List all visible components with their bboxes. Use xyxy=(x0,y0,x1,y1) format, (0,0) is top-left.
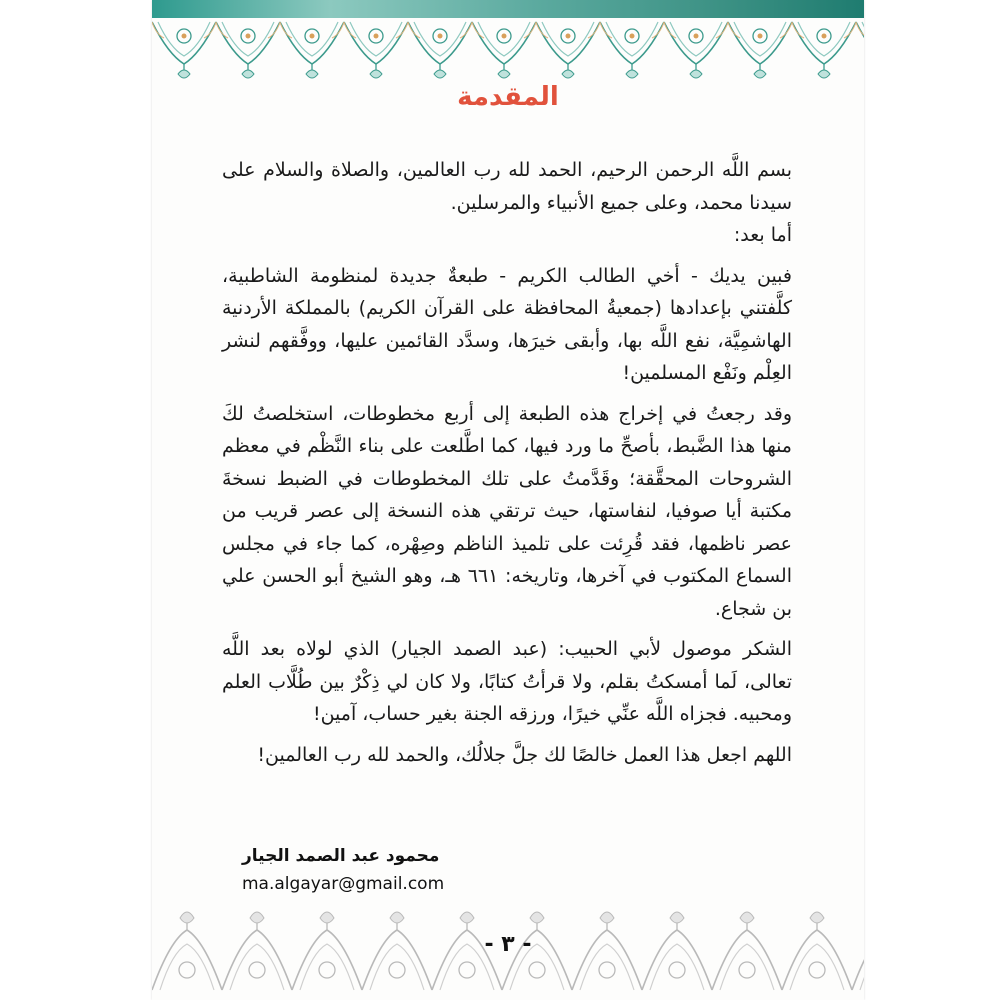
paragraph-amma-baad: أما بعد: xyxy=(733,224,792,246)
paragraph-manuscripts: وقد رجعتُ في إخراج هذه الطبعة إلى أربع مخطوطات، استخلصتُ لكَ منها هذا الضَّبط، بأصحِّ ما ورد فيها، كما اطَّلعت على بناء النَّظْم في معظم الشروحات المحقَّقة؛ وقَدَّمتُ على تلك المخطوطات في الضبط نسخةَ مكتبة أيا صوفيا، لنفاستها، حيث ترتقي هذه النسخة إلى عصر قريب من عصر ناظمها، فقد قُرِئت على تلميذ الناظم وصِهْره، كما جاء في مجلس السماع المكتوب في آخرها، وتاريخه: ٦٦١ هـ، وهو الشيخ أبو الحسن علي بن شجاع. xyxy=(222,402,793,620)
author-email: ma.algayar@gmail.com xyxy=(242,874,445,894)
paragraph-closing-prayer: اللهم اجعل هذا العمل خالصًا لك جلَّ جلالُك، والحمد لله رب العالمين! xyxy=(257,743,792,766)
paragraph-opening: بسم اللَّه الرحمن الرحيم، الحمد لله رب العالمين، والصلاة والسلام على سيدنا محمد، وعلى جميع الأنبياء والمرسلين. xyxy=(222,159,792,214)
top-arabesque-border xyxy=(152,14,864,84)
author-name: محمود عبد الصمد الجيار xyxy=(242,846,440,866)
book-page xyxy=(152,0,864,1000)
introduction-body xyxy=(222,154,792,771)
paragraph-thanks: الشكر موصول لأبي الحبيب: (عبد الصمد الجيار) الذي لولاه بعد اللَّه تعالى، لَما أمسكتُ بقلم، ولا قرأتُ كتابًا، ولا كان لي ذِكْرٌ بين طُلَّاب العلم ومحبيه. فجزاه اللَّه عنِّي خيرًا، ورزقه الجنة بغير حساب، آمين! xyxy=(222,638,792,725)
paragraph-new-edition: فبين يديك - أخي الطالب الكريم - طبعةٌ جديدة لمنظومة الشاطبية، كلَّفتني بإعدادها (جمعيةُ المحافظة على القرآن الكريم) بالمملكة الأردنية الهاشمِيَّة، نفع اللَّه بها، وأبقى خيرَها، وسدَّد القائمين عليها، ووفَّقهم لنشر العِلْم ونَفْع المسلمين! xyxy=(222,264,792,384)
page-number: - ٣ - xyxy=(484,932,532,957)
page-title: المقدمة xyxy=(457,82,559,112)
